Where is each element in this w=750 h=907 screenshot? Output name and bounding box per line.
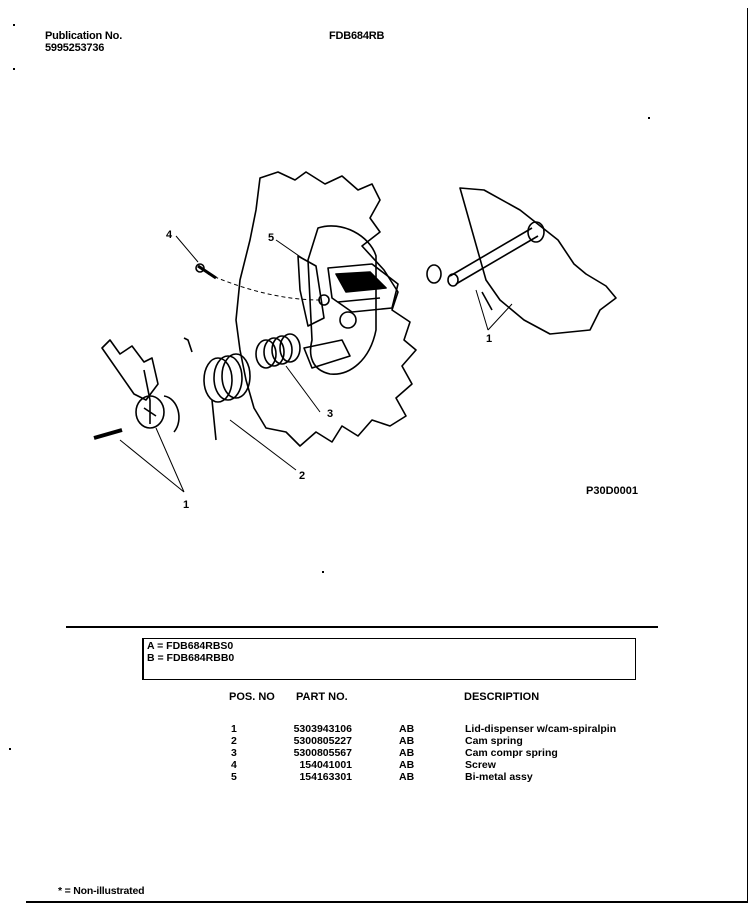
col-header-pos: POS. NO (229, 691, 275, 703)
speck (648, 117, 650, 119)
row-pos: 4 (231, 759, 237, 771)
row-applies: AB (399, 723, 415, 735)
publication-number: 5995253736 (45, 42, 105, 54)
row-applies: AB (399, 747, 415, 759)
section-divider (66, 626, 658, 628)
cam-compr-spring (256, 334, 300, 368)
row-applies: AB (399, 771, 415, 783)
row-applies: AB (399, 759, 415, 771)
table-row (0, 759, 750, 771)
speck (322, 571, 324, 573)
table-row (0, 747, 750, 759)
row-pos: 2 (231, 735, 237, 747)
row-description: Cam compr spring (465, 747, 558, 759)
row-pos: 3 (231, 747, 237, 759)
col-header-part: PART NO. (296, 691, 348, 703)
callout-5: 5 (268, 232, 275, 244)
row-part: 154041001 (299, 759, 352, 771)
spiral-pin (94, 430, 122, 438)
table-row (0, 771, 750, 783)
row-description: Bi-metal assy (465, 771, 533, 783)
model-variants-box (142, 638, 636, 680)
table-row (0, 723, 750, 735)
row-part: 5300805227 (293, 735, 352, 747)
variant-b: B = FDB684RBB0 (147, 652, 235, 664)
row-part: 154163301 (299, 771, 352, 783)
row-description: Lid-dispenser w/cam-spiralpin (465, 723, 617, 735)
publication-label: Publication No. (45, 30, 123, 42)
speck (13, 24, 15, 26)
footnote: * = Non-illustrated (58, 885, 145, 897)
row-part: 5300805567 (293, 747, 352, 759)
figure-code: P30D0001 (586, 485, 638, 497)
row-applies: AB (399, 735, 415, 747)
callout-1-lower: 1 (183, 499, 190, 511)
row-description: Cam spring (465, 735, 523, 747)
exploded-parts-diagram (80, 170, 640, 515)
lid-dispenser (460, 188, 616, 334)
col-header-description: DESCRIPTION (464, 691, 540, 703)
row-pos: 1 (231, 723, 237, 735)
callout-3: 3 (327, 408, 334, 420)
table-row (0, 735, 750, 747)
washer (427, 265, 441, 283)
callout-2: 2 (299, 470, 306, 482)
row-pos: 5 (231, 771, 237, 783)
variant-a: A = FDB684RBS0 (147, 640, 234, 652)
model-number: FDB684RB (329, 30, 385, 42)
row-part: 5303943106 (293, 723, 352, 735)
row-description: Screw (465, 759, 496, 771)
speck (13, 68, 15, 70)
callout-1-lid: 1 (486, 333, 493, 345)
callout-4: 4 (166, 229, 173, 241)
